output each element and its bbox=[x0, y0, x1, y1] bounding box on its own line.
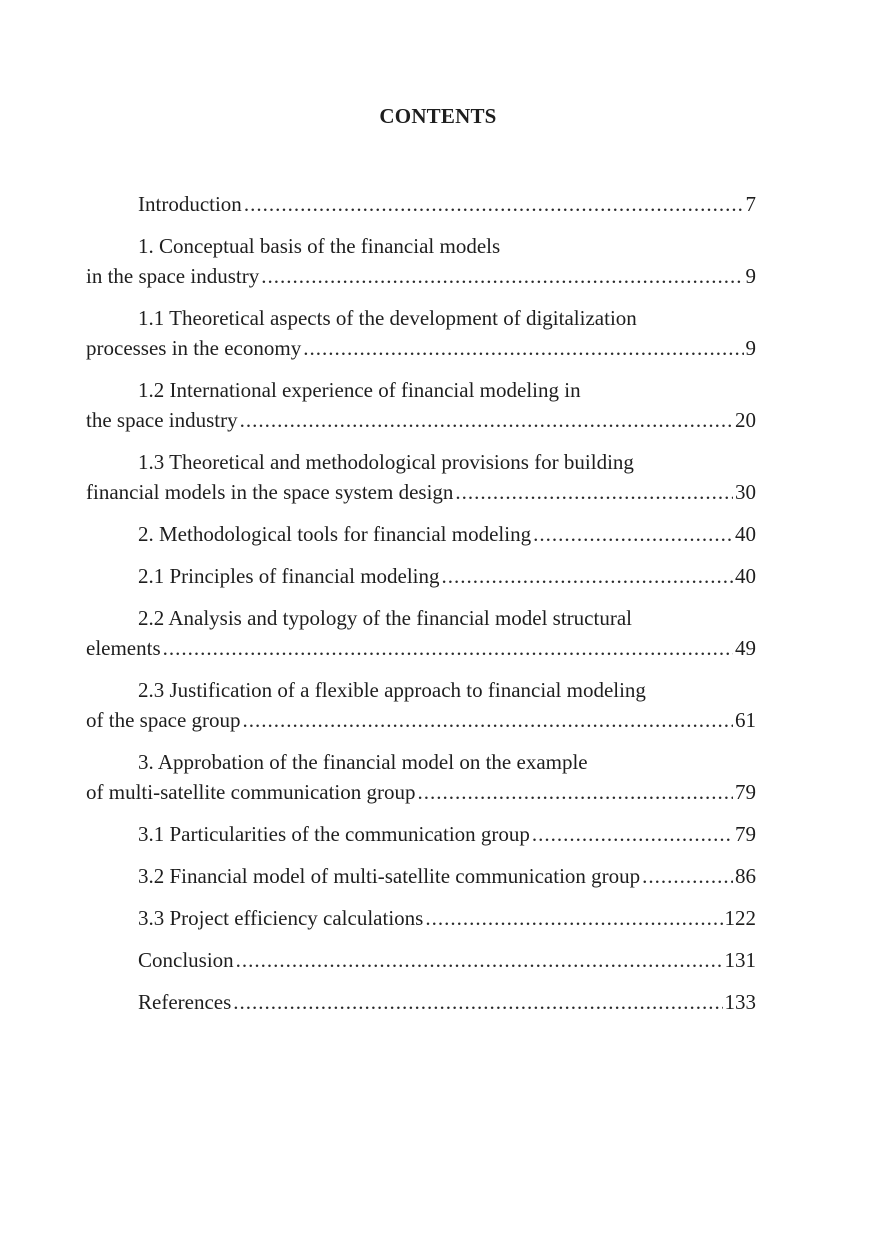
toc-page-number: 79 bbox=[735, 822, 756, 846]
toc-entry-title: Conclusion bbox=[138, 948, 234, 972]
toc-line bbox=[86, 819, 756, 849]
toc-entry-title-continued: of multi-satellite communication group bbox=[86, 780, 416, 804]
toc-entry-title: 1. Conceptual basis of the financial models bbox=[138, 234, 501, 258]
toc-entry-chapter-2[interactable] bbox=[86, 519, 756, 549]
toc-entry-title-continued: elements bbox=[86, 636, 161, 660]
toc-entry-title: 2.2 Analysis and typology of the financial model structural bbox=[138, 606, 632, 630]
toc-page-number: 79 bbox=[735, 780, 756, 804]
toc-page-number: 7 bbox=[745, 192, 756, 216]
toc-entry-title: 3.1 Particularities of the communication group bbox=[138, 822, 530, 846]
toc-entry-title: References bbox=[138, 990, 232, 1014]
toc-page-number: 131 bbox=[724, 948, 756, 972]
toc-entry-section-2-2[interactable] bbox=[86, 603, 756, 663]
toc-page-number: 20 bbox=[735, 408, 756, 432]
toc-line bbox=[86, 477, 756, 507]
toc-entry-title: 1.2 International experience of financial modeling in bbox=[138, 378, 581, 402]
toc-entry-section-3-1[interactable] bbox=[86, 819, 756, 849]
toc-line bbox=[86, 333, 756, 363]
toc-line bbox=[86, 189, 756, 219]
toc-entry-section-3-3[interactable] bbox=[86, 903, 756, 933]
toc-page-number: 86 bbox=[735, 864, 756, 888]
toc-page-number: 133 bbox=[724, 990, 756, 1014]
toc-entry-references[interactable] bbox=[86, 987, 756, 1017]
toc-entry-title: 1.1 Theoretical aspects of the development of digitalization bbox=[138, 306, 637, 330]
toc-entry-section-1-3[interactable] bbox=[86, 447, 756, 507]
toc-entry-section-1-1[interactable] bbox=[86, 303, 756, 363]
toc-entry-introduction[interactable] bbox=[86, 189, 756, 219]
toc-line bbox=[86, 561, 756, 591]
toc-page-number: 9 bbox=[745, 336, 756, 360]
toc-page-number: 122 bbox=[724, 906, 756, 930]
toc-entry-title: 2.1 Principles of financial modeling bbox=[138, 564, 440, 588]
toc-entry-title: 1.3 Theoretical and methodological provisions for building bbox=[138, 450, 634, 474]
toc-entry-title: 2.3 Justification of a flexible approach to financial modeling bbox=[138, 678, 646, 702]
dot-leader bbox=[240, 405, 733, 435]
toc-entry-title: 3.2 Financial model of multi-satellite communication group bbox=[138, 864, 641, 888]
dot-leader bbox=[442, 561, 733, 591]
dot-leader bbox=[243, 705, 733, 735]
dot-leader bbox=[425, 903, 722, 933]
toc-entry-title: Introduction bbox=[138, 192, 242, 216]
toc-entry-title: 3. Approbation of the financial model on the example bbox=[138, 750, 588, 774]
dot-leader bbox=[303, 333, 743, 363]
toc-line bbox=[86, 633, 756, 663]
page-title: CONTENTS bbox=[379, 104, 497, 128]
toc-entry-section-3-2[interactable] bbox=[86, 861, 756, 891]
toc-entry-title: 3.3 Project efficiency calculations bbox=[138, 906, 424, 930]
toc-entry-chapter-1[interactable] bbox=[86, 231, 756, 291]
toc-entry-title: 2. Methodological tools for financial modeling bbox=[138, 522, 532, 546]
toc-line bbox=[86, 261, 756, 291]
toc-page-number: 40 bbox=[735, 522, 756, 546]
toc-entry-title-continued: processes in the economy bbox=[86, 336, 302, 360]
dot-leader bbox=[163, 633, 733, 663]
dot-leader bbox=[532, 819, 733, 849]
toc-line bbox=[86, 945, 756, 975]
toc-page-number: 30 bbox=[735, 480, 756, 504]
toc-line bbox=[86, 987, 756, 1017]
toc-line bbox=[86, 903, 756, 933]
toc-page-number: 49 bbox=[735, 636, 756, 660]
table-of-contents bbox=[86, 189, 756, 1029]
toc-line bbox=[86, 705, 756, 735]
dot-leader bbox=[233, 987, 722, 1017]
toc-page-number: 40 bbox=[735, 564, 756, 588]
toc-entry-conclusion[interactable] bbox=[86, 945, 756, 975]
dot-leader bbox=[236, 945, 723, 975]
toc-entry-title-continued: in the space industry bbox=[86, 264, 260, 288]
dot-leader bbox=[261, 261, 743, 291]
toc-entry-section-1-2[interactable] bbox=[86, 375, 756, 435]
toc-entry-section-2-3[interactable] bbox=[86, 675, 756, 735]
dot-leader bbox=[533, 519, 733, 549]
toc-line bbox=[86, 519, 756, 549]
dot-leader bbox=[244, 189, 744, 219]
toc-entry-title-continued: of the space group bbox=[86, 708, 241, 732]
toc-line bbox=[86, 861, 756, 891]
dot-leader bbox=[642, 861, 733, 891]
toc-page-number: 9 bbox=[745, 264, 756, 288]
toc-entry-section-2-1[interactable] bbox=[86, 561, 756, 591]
toc-line bbox=[86, 777, 756, 807]
dot-leader bbox=[418, 777, 733, 807]
toc-line bbox=[86, 405, 756, 435]
toc-page-number: 61 bbox=[735, 708, 756, 732]
dot-leader bbox=[455, 477, 733, 507]
toc-entry-chapter-3[interactable] bbox=[86, 747, 756, 807]
toc-entry-title-continued: financial models in the space system design bbox=[86, 480, 454, 504]
toc-entry-title-continued: the space industry bbox=[86, 408, 238, 432]
